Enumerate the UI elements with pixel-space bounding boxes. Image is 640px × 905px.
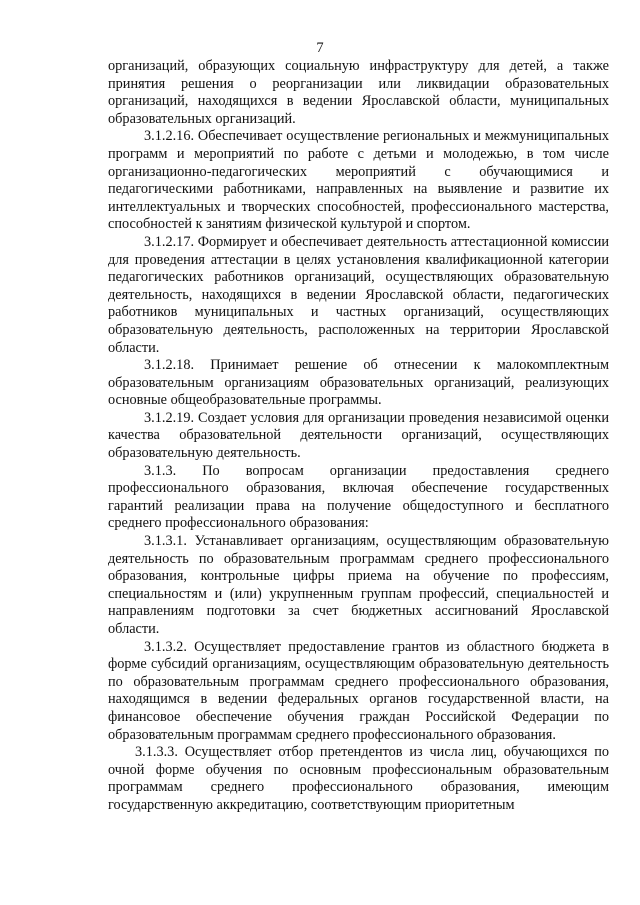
paragraph-3-1-2-18: 3.1.2.18. Принимает решение об отнесении к малокомплектным образовательным организациям образовательных организаций, реализующих основные общеобразовательные программы. [108, 357, 609, 409]
paragraph-continuation: организаций, образующих социальную инфраструктуру для детей, а также принятия решения о реорганизации или ликвидации образовательных организаций, находящихся в ведении Ярославской области, муниципальных образовательных организаций. [108, 58, 609, 127]
document-body [108, 58, 609, 815]
page-number: 7 [316, 40, 324, 56]
paragraph-3-1-2-19: 3.1.2.19. Создает условия для организации проведения независимой оценки качества образовательной деятельности организаций, осуществляющих образовательную деятельность. [108, 409, 609, 462]
paragraph-3-1-3-1: 3.1.3.1. Устанавливает организациям, осуществляющим образовательную деятельность по образовательным программам среднего профессионального образования, контрольные цифры приема на обучение по профессиям, специальностям и (или) укрупненным группам профессий, специальностей и направлениям подготовки за счет бюджетных ассигнований Ярославской области. [108, 533, 609, 637]
paragraph-3-1-3: 3.1.3. По вопросам организации предоставления среднего профессионального образования, включая обеспечение государственных гарантий реализации права на получение общедоступного и бесплатного среднего профессионального образования: [108, 462, 609, 532]
paragraph-3-1-3-3: 3.1.3.3. Осуществляет отбор претендентов из числа лиц, обучающихся по очной форме обучения по основным профессиональным образовательным программам среднего профессионального образования, имеющим государственную аккредитацию, соответствующим приоритетным [108, 744, 609, 813]
paragraph-3-1-3-2: 3.1.3.2. Осуществляет предоставление грантов из областного бюджета в форме субсидий организациям, осуществляющим образовательную деятельность по образовательным программам среднего профессионального образования, находящимся в ведении федеральных органов государственной власти, на финансовое обеспечение обучения граждан Российской Федерации по образовательным программам среднего профессионального образования. [108, 638, 609, 743]
paragraph-3-1-2-16: 3.1.2.16. Обеспечивает осуществление региональных и межмуниципальных программ и мероприятий по работе с детьми и молодежью, в том числе организационно-педагогических мероприятий с обучающимися и педагогическими работниками, направленных на выявление и развитие их интеллектуальных и творческих способностей, профессионального мастерства, способностей к занятиям физической культурой и спортом. [108, 128, 609, 233]
paragraph-3-1-2-17: 3.1.2.17. Формирует и обеспечивает деятельность аттестационной комиссии для проведения аттестации в целях установления квалификационной категории педагогических работников организаций, осуществляющих образовательную деятельность, находящихся в ведении Ярославской области, педагогических работников муниципальных и частных организаций, осуществляющих образовательную деятельность, расположенных на территории Ярославской области. [108, 233, 609, 356]
